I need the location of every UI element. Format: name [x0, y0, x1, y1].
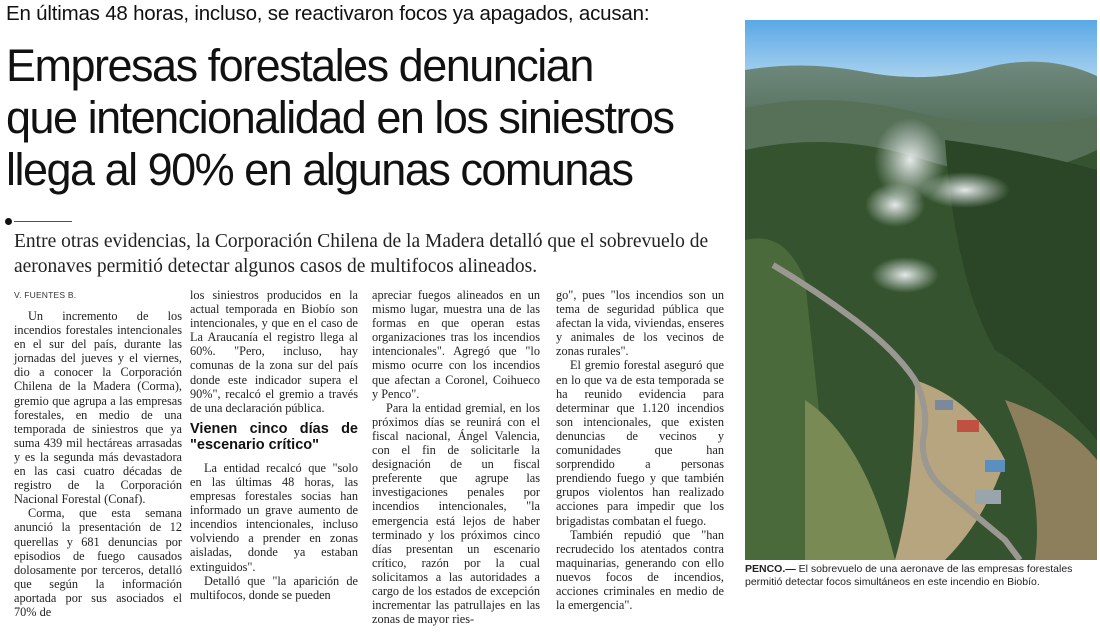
caption-text: El sobrevuelo de una aeronave de las empresas forestales permitió detectar focos simultáneos en este incendio en Biobío.	[745, 563, 1073, 588]
headline-line-2: que intencionalidad en los siniestros	[6, 92, 674, 143]
paragraph: Corma, que esta semana anunció la presentación de 12 querellas y 681 denuncias por episodios de fuego causados dolosamente por terceros, detalló que según la información aportada por sus asociados el 70% de	[14, 506, 182, 619]
headline-line-3: llega al 90% en algunas comunas	[6, 144, 633, 195]
aerial-fire-photo	[745, 20, 1097, 560]
kicker: En últimas 48 horas, incluso, se reactivaron focos ya apagados, acusan:	[6, 2, 650, 25]
article-column-3	[372, 288, 540, 626]
paragraph: apreciar fuegos alineados en un mismo lugar, muestra una de las formas en que operan estas organizaciones tras los incendios intencionales". Agregó que "lo mismo ocurre con los incendios que afectan a Coronel, Coihueco y Penco".	[372, 288, 540, 401]
rule-line	[14, 221, 72, 222]
paragraph: El gremio forestal aseguró que en lo que va de esta temporada se ha reunido evidencia para determinar que 1.120 incendios son intencionales, que existen denuncias de vecinos y comunidades que han sorprendido a personas prendiendo fuego y que también grupos violentos han realizado acciones para impedir que los brigadistas combatan el fuego.	[556, 358, 724, 528]
paragraph: También repudió que "han recrudecido los atentados contra maquinarias, generando con ello nuevos focos de incendios, acciones criminales en medio de la emergencia".	[556, 527, 724, 613]
paragraph: go", pues "los incendios son un tema de seguridad pública que afectan la vida, viviendas, enseres y animales de los vecinos de zonas rurales".	[556, 288, 724, 359]
paragraph: Para la entidad gremial, en los próximos días se reunirá con el fiscal nacional, Ángel Valencia, con el fin de solicitarle la designación de un fiscal preferente que agrupe las investigaciones penales por incendios intencionales, "la emergencia está lejos de haber terminado y los próximos cinco días presentan un escenario crítico, razón por la cual solicitamos a las autoridades a cargo de los estados de excepción incrementar las patrullajes en las zonas de mayor ries-	[372, 400, 540, 627]
paragraph: Un incremento de los incendios forestales intencionales en el sur del país, durante las jornadas del jueves y el viernes, dio a conocer la Corporación Chilena de la Madera (Corma), gremio que agrupa a las empresas forestales, en medio de una temporada de siniestros que ya suma 439 mil hectáreas arrasadas y es la segunda más devastadora en las casi cuatro décadas de registro de la Corporación Nacional Forestal (Conaf).	[14, 309, 182, 507]
article-column-4	[556, 288, 724, 612]
caption-lead: PENCO.—	[745, 563, 796, 575]
paragraph: Detalló que "la aparición de multifocos, donde se pueden	[190, 573, 358, 602]
paragraph: La entidad recalcó que "solo en las últimas 48 horas, las empresas forestales socias han informado un grave aumento de incendios intencionales, incluso volviendo a prender en zonas aisladas, donde ya estaban extinguidos".	[190, 460, 358, 574]
headline-line-1: Empresas forestales denuncian	[6, 40, 593, 91]
photo-caption	[745, 563, 1097, 589]
byline: V. FUENTES B.	[14, 290, 77, 300]
deck: Entre otras evidencias, la Corporación Chilena de la Madera detalló que el sobrevuelo de aeronaves permitió detectar algunos casos de multifocos alineados.	[14, 231, 709, 277]
article-column-1	[14, 309, 182, 619]
aerial-fire-photo-art	[745, 20, 1097, 560]
rule-dot	[5, 218, 12, 225]
paragraph: los siniestros producidos en la actual temporada en Biobío son intencionales, y que en el caso de La Araucanía el registro llega al 60%. "Pero, incluso, hay comunas de la zona sur del país donde este indicador supera el 90%", recalcó el gremio a través de una declaración pública.	[190, 288, 358, 415]
article-column-2	[190, 288, 358, 602]
subheading: Vienen cinco días de "escenario crítico"	[190, 420, 358, 453]
headline	[6, 40, 741, 196]
